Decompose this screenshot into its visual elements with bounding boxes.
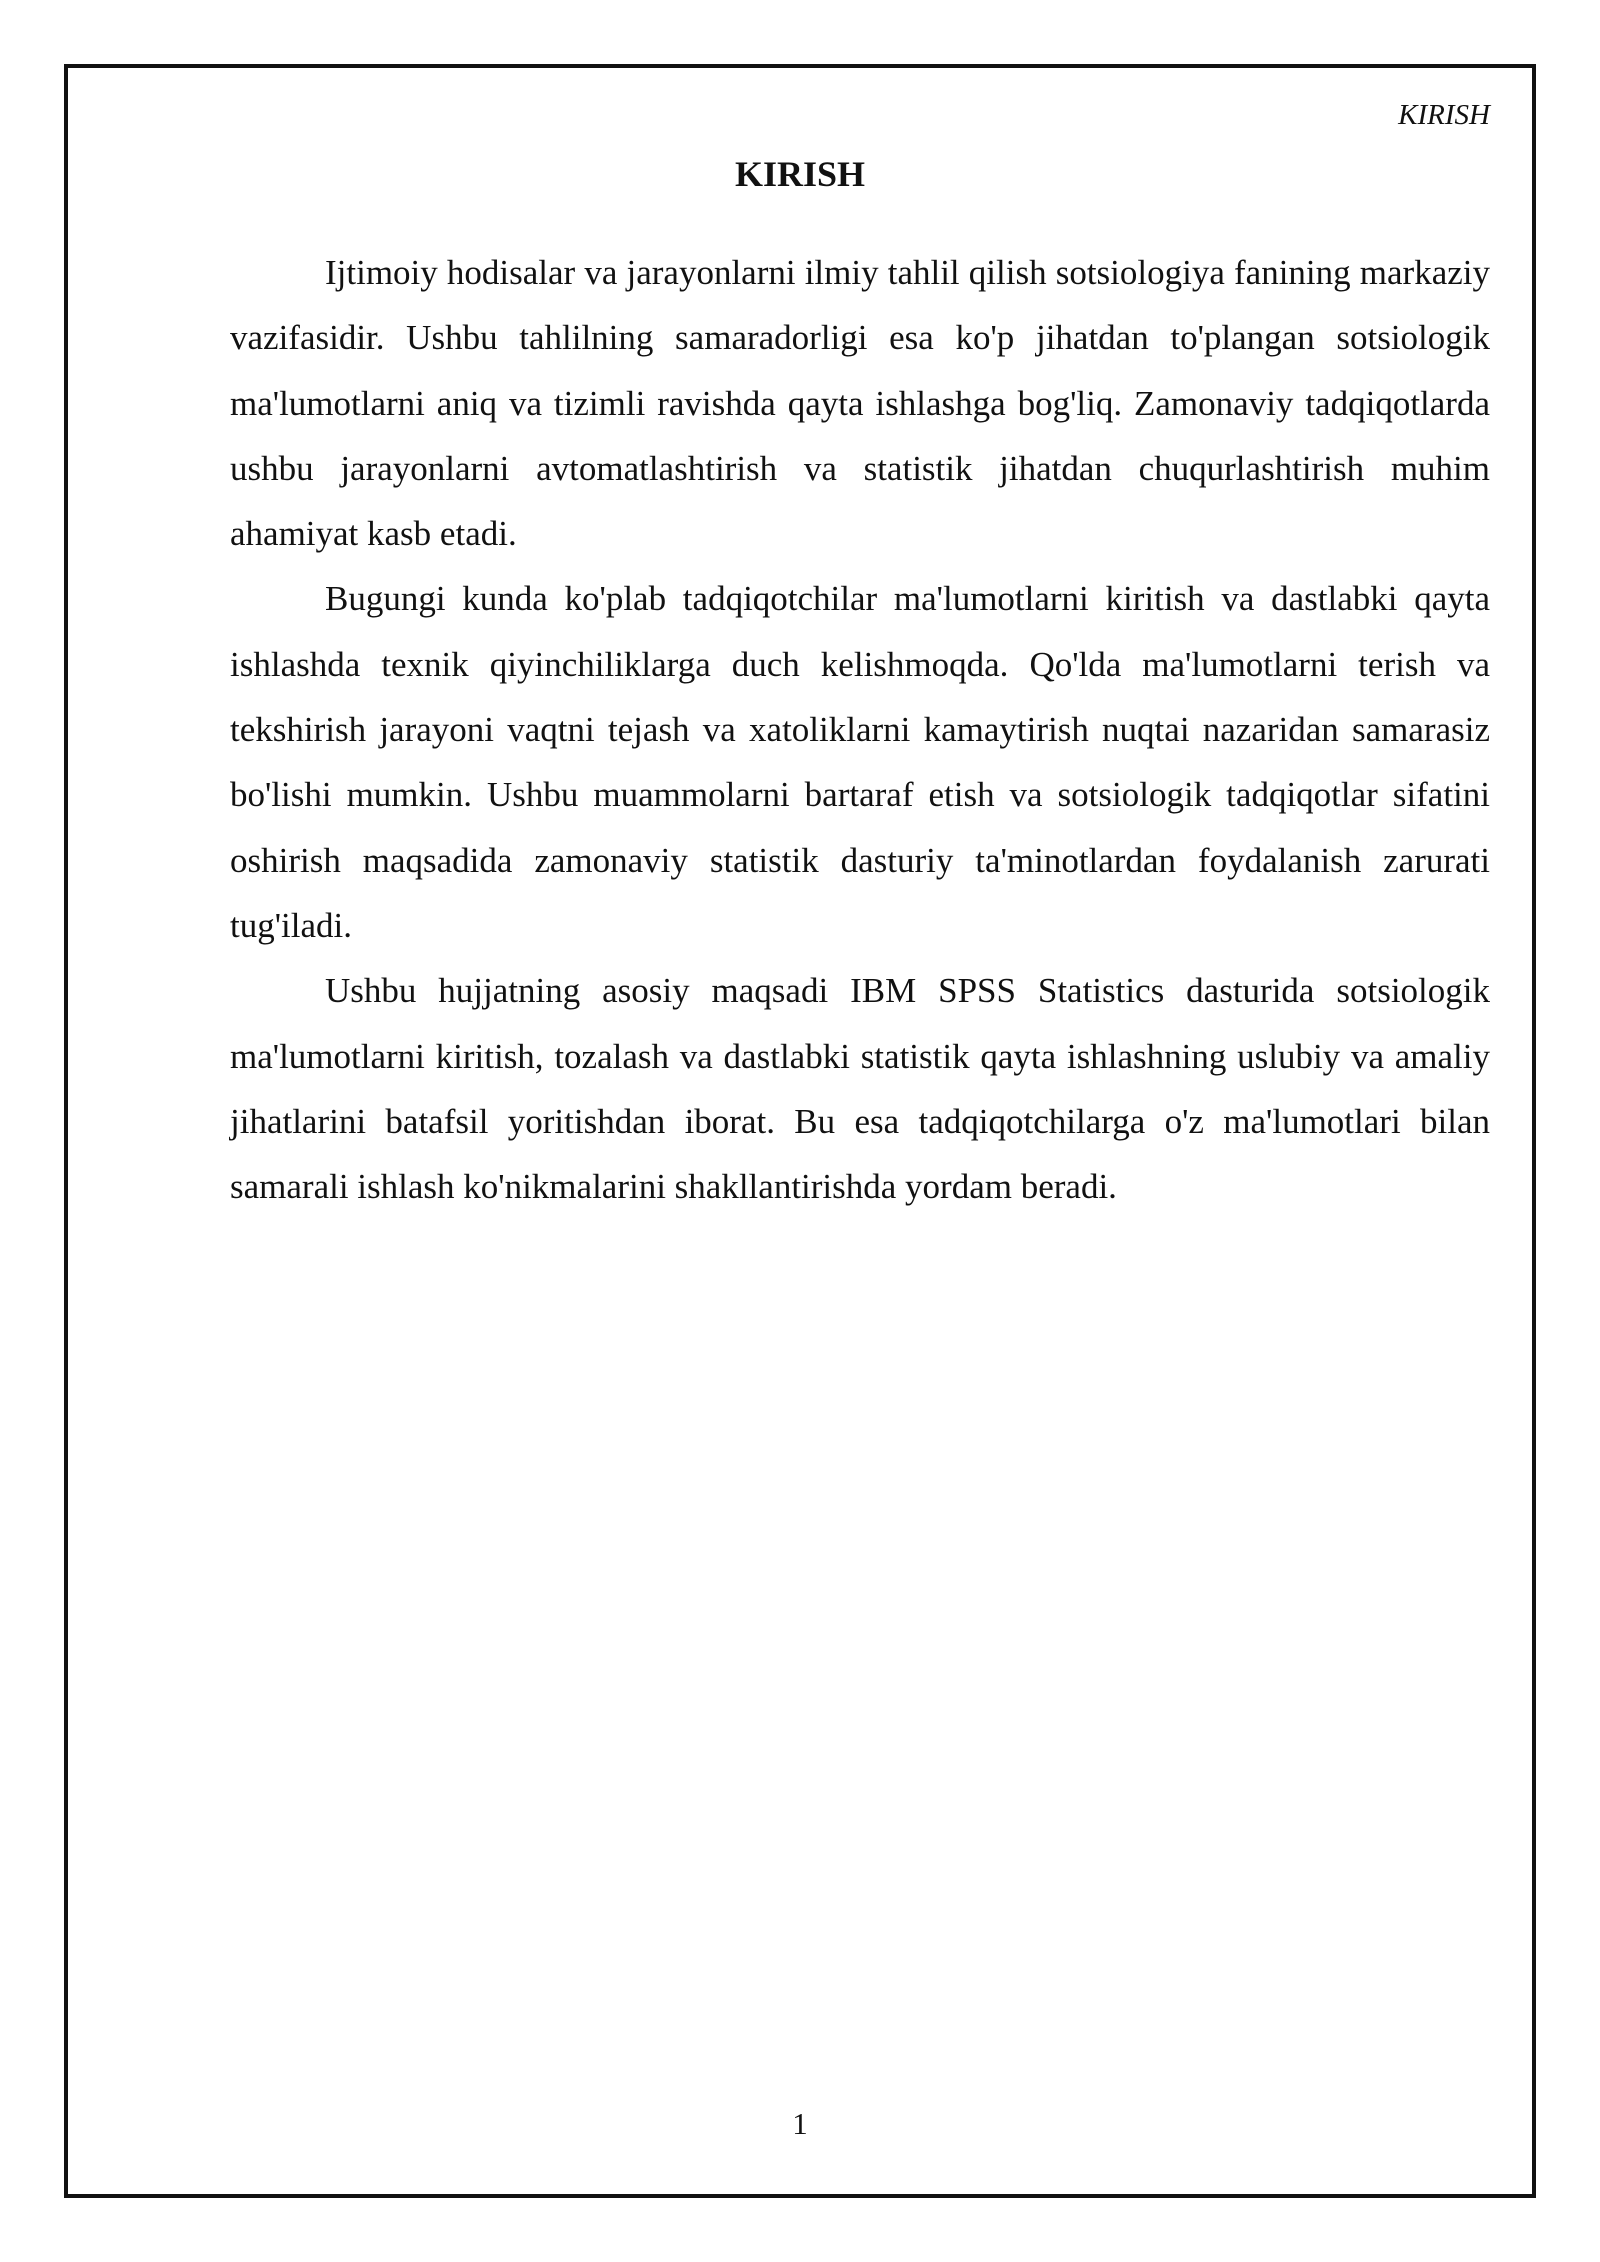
document-body [230, 240, 1490, 1219]
running-header: KIRISH [1398, 99, 1490, 131]
document-title: KIRISH [734, 154, 866, 194]
paragraph-2: Bugungi kunda ko'plab tadqiqotchilar ma'lumotlarni kiritish va dastlabki qayta ishlashda texnik qiyinchiliklarga duch kelishmoqda. Qo'lda ma'lumotlarni terish va tekshirish jarayoni vaqtni tejash va xatoliklarni kamaytirish nuqtai nazaridan samarasiz bo'lishi mumkin. Ushbu muammolarni bartaraf etish va sotsiologik tadqiqotlar sifatini oshirish maqsadida zamonaviy statistik dasturiy ta'minotlardan foydalanish zarurati tug'iladi. [230, 579, 1490, 945]
paragraph-3: Ushbu hujjatning asosiy maqsadi IBM SPSS Statistics dasturida sotsiologik ma'lumotlarni kiritish, tozalash va dastlabki statistik qayta ishlashning uslubiy va amaliy jihatlarini batafsil yoritishdan iborat. Bu esa tadqiqotchilarga o'z ma'lumotlari bilan samarali ishlash ko'nikmalarini shakllantirishda yordam beradi. [230, 971, 1490, 1207]
page-number: 1 [792, 2106, 808, 2141]
paragraph-1: Ijtimoiy hodisalar va jarayonlarni ilmiy tahlil qilish sotsiologiya fanining markaziy vazifasidir. Ushbu tahlilning samaradorligi esa ko'p jihatdan to'plangan sotsiologik ma'lumotlarni aniq va tizimli ravishda qayta ishlashga bog'liq. Zamonaviy tadqiqotlarda ushbu jarayonlarni avtomatlashtirish va statistik jihatdan chuqurlashtirish muhim ahamiyat kasb etadi. [230, 253, 1490, 554]
